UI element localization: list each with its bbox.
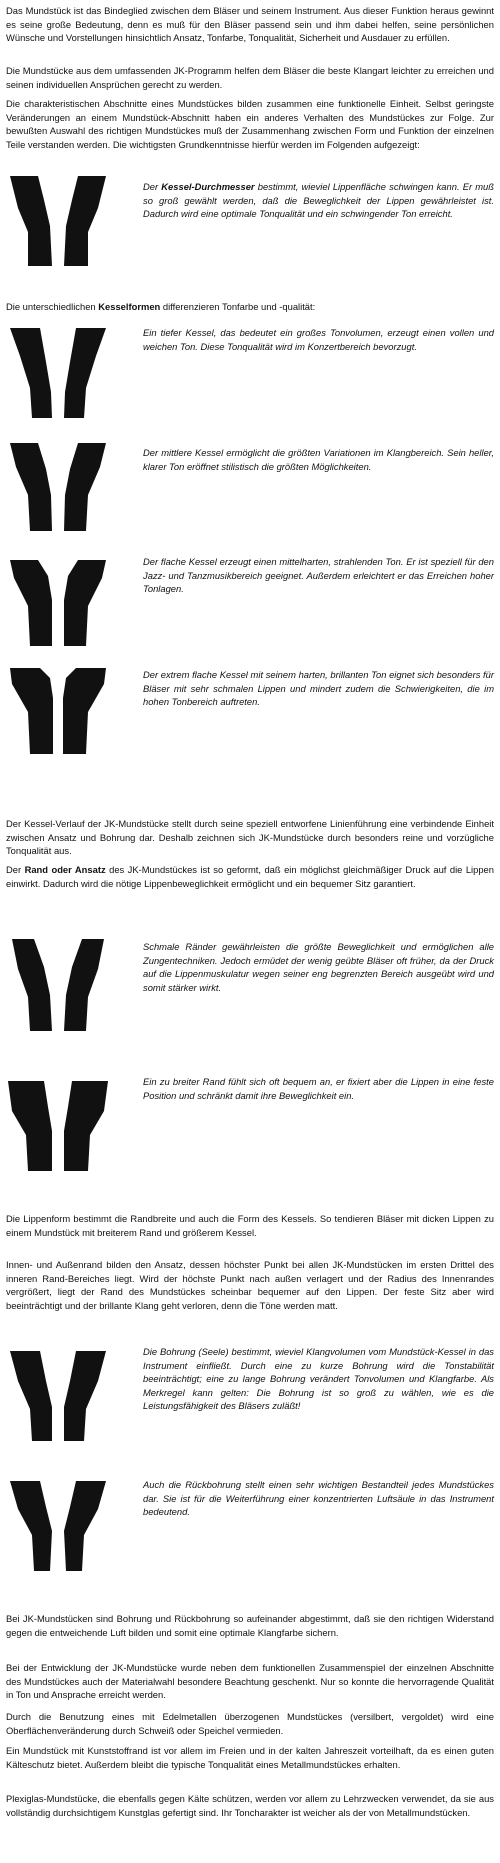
backbore-figure xyxy=(8,1475,108,1575)
wide-rim-figure xyxy=(8,1075,108,1175)
intro-paragraph-3: Die charakteristischen Abschnitte eines Mundstückes bilden zusammen eine funktionelle Einheit. Selbst geringste Veränderungen an einem Mundstück-Abschnitt haben ein anderes Verhalten des Mundstückes zur Folge. Zur bewußten Auswahl des richtigen Mundstückes muß der Zusammenhang zwischen Form und Funktion der einzelnen Teile verstanden werden. Die wichtigsten Grundkenntnisse hierfür werden im Folgenden aufgezeigt: xyxy=(6,98,494,150)
mouthpiece-diameter-figure xyxy=(8,170,108,270)
materialwahl-paragraph: Bei der Entwicklung der JK-Mundstücke wurde neben dem funktionellen Zusammenspiel der einzelnen Abschnitte des Mundstückes auch der Materialwahl besondere Beachtung geschenkt. Nur so konnte die hervorragende Qualität in Ton und Ansprache erreicht werden. xyxy=(6,1662,494,1700)
extra-flat-cup-figure xyxy=(8,658,108,758)
intro-paragraph-2: Die Mundstücke aus dem umfassenden JK-Programm helfen dem Bläser die beste Klangart leichter zu erreichen und seinen individuellen Ansprüchen gerecht zu werden. xyxy=(6,65,494,90)
edelmetall-paragraph: Durch die Benutzung eines mit Edelmetallen überzogenen Mundstückes (versilbert, vergoldet) wird eine Oberflächenveränderung durch Schweiß oder Speichel vermieden. xyxy=(6,1711,494,1736)
innen-aussen-paragraph: Innen- und Außenrand bilden den Ansatz, dessen höchster Punkt bei allen JK-Mundstücken im ersten Drittel des inneren Rand-Bereiches liegt. Wird der höchste Punkt nach außen verlagert und der Radius des Innenrandes vergrößert, liegt der Rand des Mundstückes scheinbar bequemer auf den Lippen. Der feste Sitz aber wird beeinträchtigt und der brillante Klang geht verloren, denn die Töne werden matt. xyxy=(6,1259,494,1311)
plexiglas-paragraph: Plexiglas-Mundstücke, die ebenfalls gegen Kälte schützen, werden vor allem zu Lehrzwecken verwendet, da sie aus vollständig durchsichtigem Kunstglas gefertigt sind. Ihr Toncharakter ist weicher als der von Metallmundstücken. xyxy=(6,1793,494,1818)
medium-cup-text: Der mittlere Kessel ermöglicht die größten Variationen im Klangbereich. Sein heller, klarer Ton eröffnet stilistisch die größten Möglichkeiten. xyxy=(143,447,494,472)
abgestimmt-paragraph: Bei JK-Mundstücken sind Bohrung und Rückbohrung so aufeinander abgestimmt, daß sie den richtigen Widerstand gegen die entweichende Luft bilden und somit eine optimale Klangfarbe sichern. xyxy=(6,1613,494,1638)
bore-figure xyxy=(8,1345,108,1445)
kesselformen-heading: Die unterschiedlichen Kesselformen differenzieren Tonfarbe und -qualität: xyxy=(6,301,316,312)
narrow-rim-figure xyxy=(8,935,108,1035)
rand-ansatz-paragraph: Der Rand oder Ansatz des JK-Mundstückes ist so geformt, daß ein möglichst gleichmäßiger Druck auf die Lippen einwirkt. Dadurch wird die nötige Lippenbeweglichkeit ermöglicht und ein bequemer Sitz garantiert. xyxy=(6,864,494,889)
wide-rim-text: Ein zu breiter Rand fühlt sich oft bequem an, er fixiert aber die Lippen in eine feste Position und schränkt damit ihre Beweglichkeit ein. xyxy=(143,1076,494,1101)
flat-cup-text: Der flache Kessel erzeugt einen mittelharten, strahlenden Ton. Er ist speziell für den Jazz- und Tanzmusikbereich geeignet. Außerdem erleichtert er das Erreichen hoher Tonlagen. xyxy=(143,556,494,594)
kessel-durchmesser-text: Der Kessel-Durchmesser bestimmt, wieviel Lippenfläche schwingen kann. Er muß so groß gewählt werden, daß die Beweglichkeit der Lippen gewährleistet ist. Dadurch wird eine optimale Tonqualität und ein schwingender Ton erreicht. xyxy=(143,181,494,219)
flat-cup-figure xyxy=(8,550,108,650)
kessel-verlauf-paragraph: Der Kessel-Verlauf der JK-Mundstücke stellt durch seine speziell entworfene Linienführung eine verbindende Einheit zwischen Ansatz und Bohrung dar. Deshalb zeichnen sich JK-Mundstücke durch besonders reine und vorzügliche Tonqualität aus. xyxy=(6,818,494,856)
lippenform-paragraph: Die Lippenform bestimmt die Randbreite und auch die Form des Kessels. So tendieren Bläser mit dicken Lippen zu einem Mundstück mit breiterem Rand und größerem Kessel. xyxy=(6,1213,494,1238)
deep-cup-figure xyxy=(8,322,108,422)
extra-flat-cup-text: Der extrem flache Kessel mit seinem harten, brillanten Ton eignet sich besonders für Bläser mit sehr schmalen Lippen und mindert zudem die Schwierigkeiten, die im hohen Tonbereich auftreten. xyxy=(143,669,494,707)
kunststoffrand-paragraph: Ein Mundstück mit Kunststoffrand ist vor allem im Freien und in der kalten Jahreszeit vorteilhaft, da es einen guten Kälteschutz bietet. Außerdem bleibt die typische Tonqualität eines Metallmundstückes erhalten. xyxy=(6,1745,494,1770)
bore-text: Die Bohrung (Seele) bestimmt, wieviel Klangvolumen vom Mundstück-Kessel in das Instrument einfließt. Durch eine zu kurze Bohrung wird die Tonstabilität beeinträchtigt; eine zu lange Bohrung verändert Tonvolumen und Klangfarbe. Als Merkregel kann gelten: Die Bohrung ist so groß zu wählen, wie es die Leistungsfähigkeit des Bläsers zuläßt! xyxy=(143,1346,494,1411)
narrow-rim-text: Schmale Ränder gewährleisten die größte Beweglichkeit und ermöglichen alle Zungentechniken. Jedoch ermüdet der wenig geübte Bläser oft früher, da der Druck auf die Lippenmuskulatur wegen seiner eng begrenzten Bereich ausgeübt wird und somit stärker wirkt. xyxy=(143,941,494,993)
backbore-text: Auch die Rückbohrung stellt einen sehr wichtigen Bestandteil jedes Mundstückes dar. Sie ist für die Weiterführung einer konzentrierten Luftsäule in das Instrument bedeutend. xyxy=(143,1479,494,1517)
medium-cup-figure xyxy=(8,435,108,535)
deep-cup-text: Ein tiefer Kessel, das bedeutet ein großes Tonvolumen, erzeugt einen vollen und weichen Ton. Diese Tonqualität wird im Konzertbereich bevorzugt. xyxy=(143,327,494,352)
intro-paragraph-1: Das Mundstück ist das Bindeglied zwischen dem Bläser und seinem Instrument. Aus dieser Funktion heraus gewinnt es seine große Bedeutung, denn es muß für den Bläser passend sein und ihm dabei helfen, seine persönlichen Wünsche und Vorstellungen hinsichtlich Ansatz, Tonfarbe, Tonqualität, Sicherheit und Ausdauer zu erfüllen. xyxy=(6,5,494,43)
